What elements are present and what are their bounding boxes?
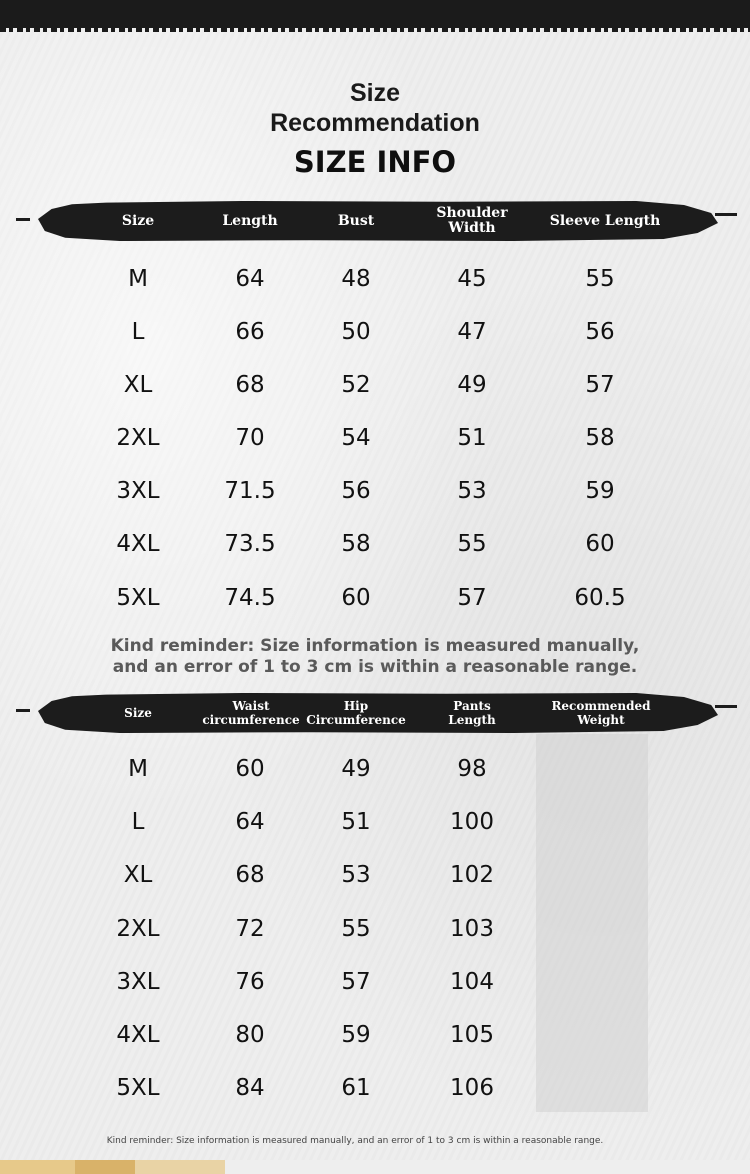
- cell-size: 3XL: [116, 969, 160, 995]
- cell-weight: [540, 909, 644, 949]
- cell-size: L: [131, 809, 145, 835]
- cell-hip: 53: [341, 862, 371, 888]
- cell-length: 73.5: [224, 531, 276, 557]
- cell-hip: 57: [341, 969, 371, 995]
- cell-weight: [540, 749, 644, 789]
- cell-weight: [540, 962, 644, 1002]
- header-pants-length: Pants Length: [448, 699, 496, 727]
- cell-sleeve-length: 60.5: [574, 585, 626, 611]
- cell-pants-length: 104: [450, 969, 494, 995]
- cell-shoulder-width: 51: [457, 425, 487, 451]
- title-line-recommendation: Recommendation: [270, 109, 480, 137]
- cell-weight: [540, 802, 644, 842]
- table-row: [0, 749, 750, 789]
- cell-waist: 76: [235, 969, 265, 995]
- cell-shoulder-width: 53: [457, 478, 487, 504]
- table-row: [0, 962, 750, 1002]
- cell-weight: [540, 1068, 644, 1108]
- cell-waist: 72: [235, 916, 265, 942]
- cell-waist: 60: [235, 756, 265, 782]
- top-decorative-strip: [0, 0, 750, 28]
- table-row: [0, 524, 750, 564]
- cell-size: 2XL: [116, 916, 160, 942]
- cell-length: 70: [235, 425, 265, 451]
- cell-length: 66: [235, 319, 265, 345]
- table-top-header: [0, 201, 750, 241]
- cell-size: XL: [123, 372, 153, 398]
- cell-pants-length: 105: [450, 1022, 494, 1048]
- cell-size: 3XL: [116, 478, 160, 504]
- header-length: Length: [222, 212, 278, 229]
- reminder-line-2: and an error of 1 to 3 cm is within a reasonable range.: [112, 657, 638, 677]
- cell-waist: 80: [235, 1022, 265, 1048]
- reminder-line-1: Kind reminder: Size information is measured manually,: [110, 636, 640, 656]
- cell-length: 74.5: [224, 585, 276, 611]
- table-row: [0, 418, 750, 458]
- cell-size: 2XL: [116, 425, 160, 451]
- header-shoulder-width: Shoulder Width: [436, 205, 508, 236]
- cell-weight: [540, 855, 644, 895]
- cell-pants-length: 98: [457, 756, 487, 782]
- cell-bust: 48: [341, 266, 371, 292]
- cell-hip: 51: [341, 809, 371, 835]
- cell-sleeve-length: 58: [585, 425, 615, 451]
- cell-size: XL: [123, 862, 153, 888]
- table-row: [0, 1015, 750, 1055]
- cell-shoulder-width: 49: [457, 372, 487, 398]
- cell-size: 4XL: [116, 531, 160, 557]
- cell-length: 71.5: [224, 478, 276, 504]
- header-size: Size: [124, 706, 152, 720]
- table-row: [0, 1068, 750, 1108]
- header-sleeve-length: Sleeve Length: [549, 212, 661, 229]
- table-row: [0, 312, 750, 352]
- table-row: [0, 855, 750, 895]
- cell-size: M: [128, 756, 148, 782]
- cell-bust: 56: [341, 478, 371, 504]
- table-row: [0, 802, 750, 842]
- cell-size: M: [128, 266, 148, 292]
- table-row: [0, 471, 750, 511]
- cell-bust: 52: [341, 372, 371, 398]
- cell-pants-length: 106: [450, 1075, 494, 1101]
- cell-bust: 54: [341, 425, 371, 451]
- cell-sleeve-length: 56: [585, 319, 615, 345]
- cell-hip: 59: [341, 1022, 371, 1048]
- cell-shoulder-width: 57: [457, 585, 487, 611]
- title-block: [0, 78, 750, 182]
- cell-pants-length: 103: [450, 916, 494, 942]
- cell-size: 5XL: [116, 585, 160, 611]
- table-row: [0, 259, 750, 299]
- cell-sleeve-length: 57: [585, 372, 615, 398]
- cell-waist: 68: [235, 862, 265, 888]
- footer-reminder: Kind reminder: Size information is measured manually, and an error of 1 to 3 cm is within a reasonable range.: [106, 1136, 604, 1146]
- cell-sleeve-length: 60: [585, 531, 615, 557]
- table-row: [0, 578, 750, 618]
- cell-bust: 58: [341, 531, 371, 557]
- cell-sleeve-length: 55: [585, 266, 615, 292]
- cell-hip: 61: [341, 1075, 371, 1101]
- bottom-decorative-strip: [0, 1160, 750, 1174]
- table-row: [0, 909, 750, 949]
- cell-hip: 55: [341, 916, 371, 942]
- cell-waist: 84: [235, 1075, 265, 1101]
- cell-bust: 50: [341, 319, 371, 345]
- table-bottom-header: [0, 693, 750, 733]
- header-waist-circumference: Waist circumference: [202, 699, 300, 727]
- cell-sleeve-length: 59: [585, 478, 615, 504]
- cell-shoulder-width: 47: [457, 319, 487, 345]
- cell-size: 5XL: [116, 1075, 160, 1101]
- cell-bust: 60: [341, 585, 371, 611]
- cell-size: L: [131, 319, 145, 345]
- kind-reminder: [0, 636, 750, 678]
- cell-shoulder-width: 55: [457, 531, 487, 557]
- header-hip-circumference: Hip Circumference: [306, 699, 406, 727]
- cell-pants-length: 100: [450, 809, 494, 835]
- cell-shoulder-width: 45: [457, 266, 487, 292]
- cell-length: 64: [235, 266, 265, 292]
- header-recommended-weight: Recommended Weight: [551, 699, 651, 727]
- title-line-size: Size: [349, 79, 401, 107]
- cell-weight: [540, 1015, 644, 1055]
- cell-waist: 64: [235, 809, 265, 835]
- header-bust: Bust: [337, 212, 375, 229]
- table-row: [0, 365, 750, 405]
- cell-hip: 49: [341, 756, 371, 782]
- cell-length: 68: [235, 372, 265, 398]
- cell-size: 4XL: [116, 1022, 160, 1048]
- title-size-info: SIZE INFO: [293, 145, 457, 179]
- header-size: Size: [121, 212, 155, 229]
- cell-pants-length: 102: [450, 862, 494, 888]
